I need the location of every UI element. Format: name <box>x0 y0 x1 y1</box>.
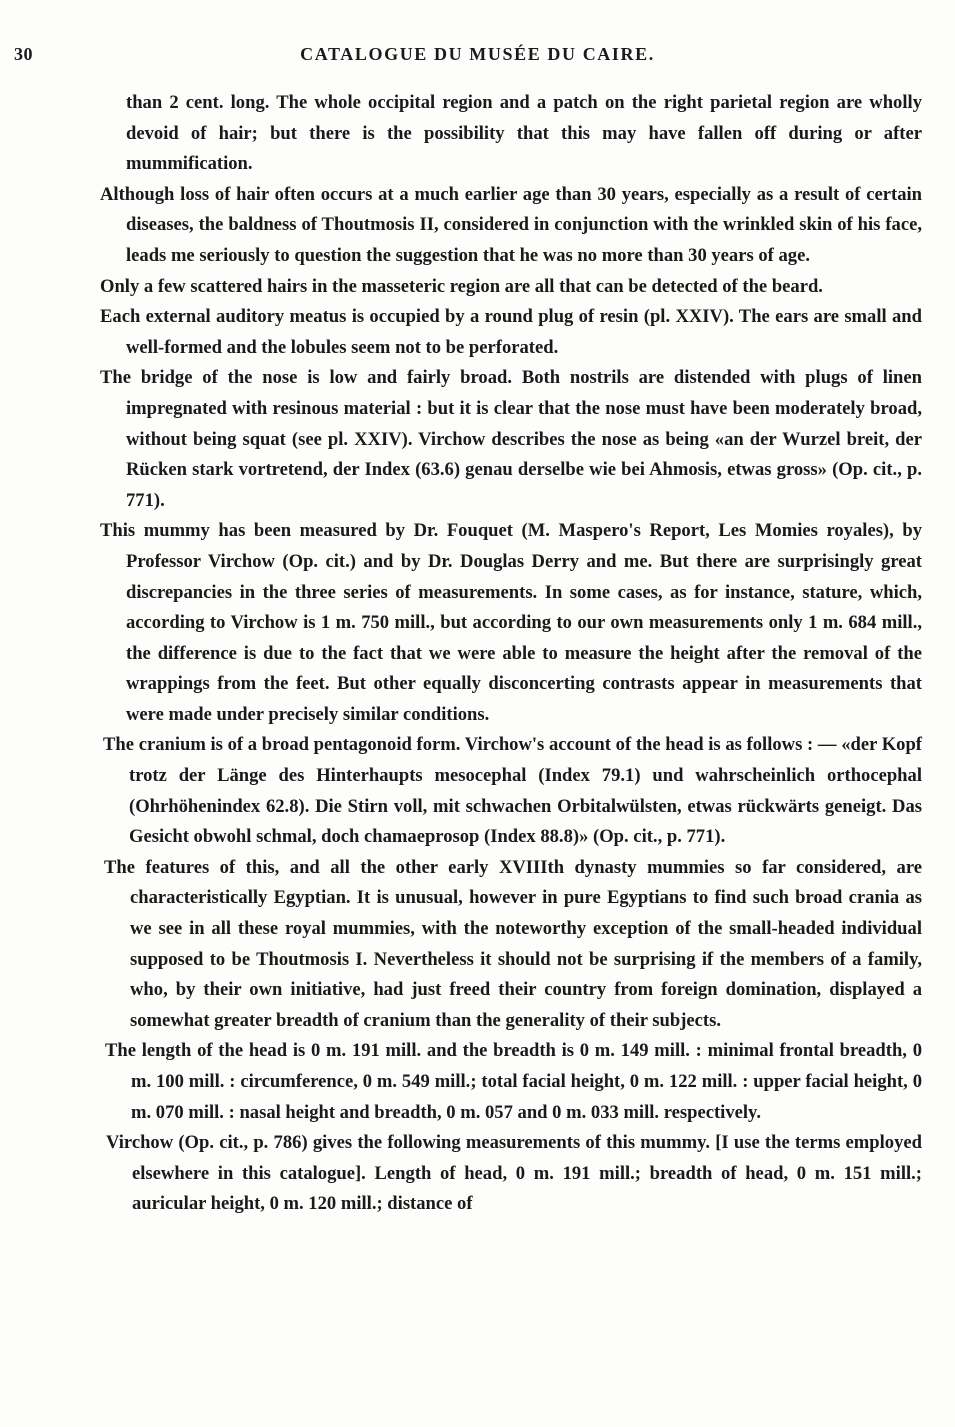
paragraph: The cranium is of a broad pentagonoid form. Virchow's account of the head is as follows : — «der Kopf trotz der Länge des Hinterhaupts mesocephal (Index 79.1) und wahrscheinlich orthocephal (Ohrhöhenindex 62.8). Die Stirn voll, mit schwachen Orbitalwülsten, etwas rückwärts geneigt. Das Gesicht obwohl schmal, doch chamaeprosop (Index 88.8)» (Op. cit., p. 771). <box>103 734 922 848</box>
paragraph: Virchow (Op. cit., p. 786) gives the following measurements of this mummy. [I use the terms employed elsewhere in this catalogue]. Length of head, 0 m. 191 mill.; breadth of head, 0 m. 151 mill.; auricular height, 0 m. 120 mill.; distance of <box>106 1132 922 1215</box>
paragraph: Only a few scattered hairs in the masseteric region are all that can be detected of the beard. <box>100 275 823 297</box>
page-number: 30 <box>14 44 33 64</box>
paragraph: The bridge of the nose is low and fairly broad. Both nostrils are distended with plugs of linen impregnated with resinous material : but it is clear that the nose must have been moderately broad, without being squat (see pl. XXIV). Virchow describes the nose as being «an der Wurzel breit, der Rücken stark vortretend, der Index (63.6) genau derselbe wie bei Ahmosis, etwas gross» (Op. cit., p. 771). <box>100 367 922 511</box>
body-text <box>100 88 922 1220</box>
paragraph: This mummy has been measured by Dr. Fouquet (M. Maspero's Report, Les Momies royales), by Professor Virchow (Op. cit.) and by Dr. Douglas Derry and me. But there are surprisingly great discrepancies in the three series of measurements. In some cases, as for instance, stature, which, according to Virchow is 1 m. 750 mill., but according to our own measurements only 1 m. 684 mill., the difference is due to the fact that we were able to measure the height after the removal of the wrappings from the feet. But other equally disconcerting contrasts appear in measurements that were made under precisely similar conditions. <box>100 520 922 725</box>
paragraph-continued: than 2 cent. long. The whole occipital region and a patch on the right parietal region are wholly devoid of hair; but there is the possibility that this may have fallen off during or after mummification. <box>126 92 922 175</box>
paragraph: Each external auditory meatus is occupied by a round plug of resin (pl. XXIV). The ears are small and well-formed and the lobules seem not to be perforated. <box>100 306 922 358</box>
paragraph: The features of this, and all the other early XVIIIth dynasty mummies so far considered, are characteristically Egyptian. It is unusual, however in pure Egyptians to find such broad crania as we see in all these royal mummies, with the noteworthy exception of the small-headed individual supposed to be Thoutmosis I. Nevertheless it should not be surprising if the members of a family, who, by their own initiative, had just freed their country from foreign domination, displayed a somewhat greater breadth of cranium than the generality of their subjects. <box>104 856 922 1031</box>
running-head: CATALOGUE DU MUSÉE DU CAIRE. <box>300 44 655 64</box>
paragraph: Although loss of hair often occurs at a much earlier age than 30 years, especially as a result of certain diseases, the baldness of Thoutmosis II, considered in conjunction with the wrinkled skin of his face, leads me seriously to question the suggestion that he was no more than 30 years of age. <box>100 183 922 266</box>
paragraph: The length of the head is 0 m. 191 mill. and the breadth is 0 m. 149 mill. : minimal frontal breadth, 0 m. 100 mill. : circumference, 0 m. 549 mill.; total facial height, 0 m. 122 mill. : upper facial height, 0 m. 070 mill. : nasal height and breadth, 0 m. 057 and 0 m. 033 mill. respectively. <box>105 1040 922 1123</box>
